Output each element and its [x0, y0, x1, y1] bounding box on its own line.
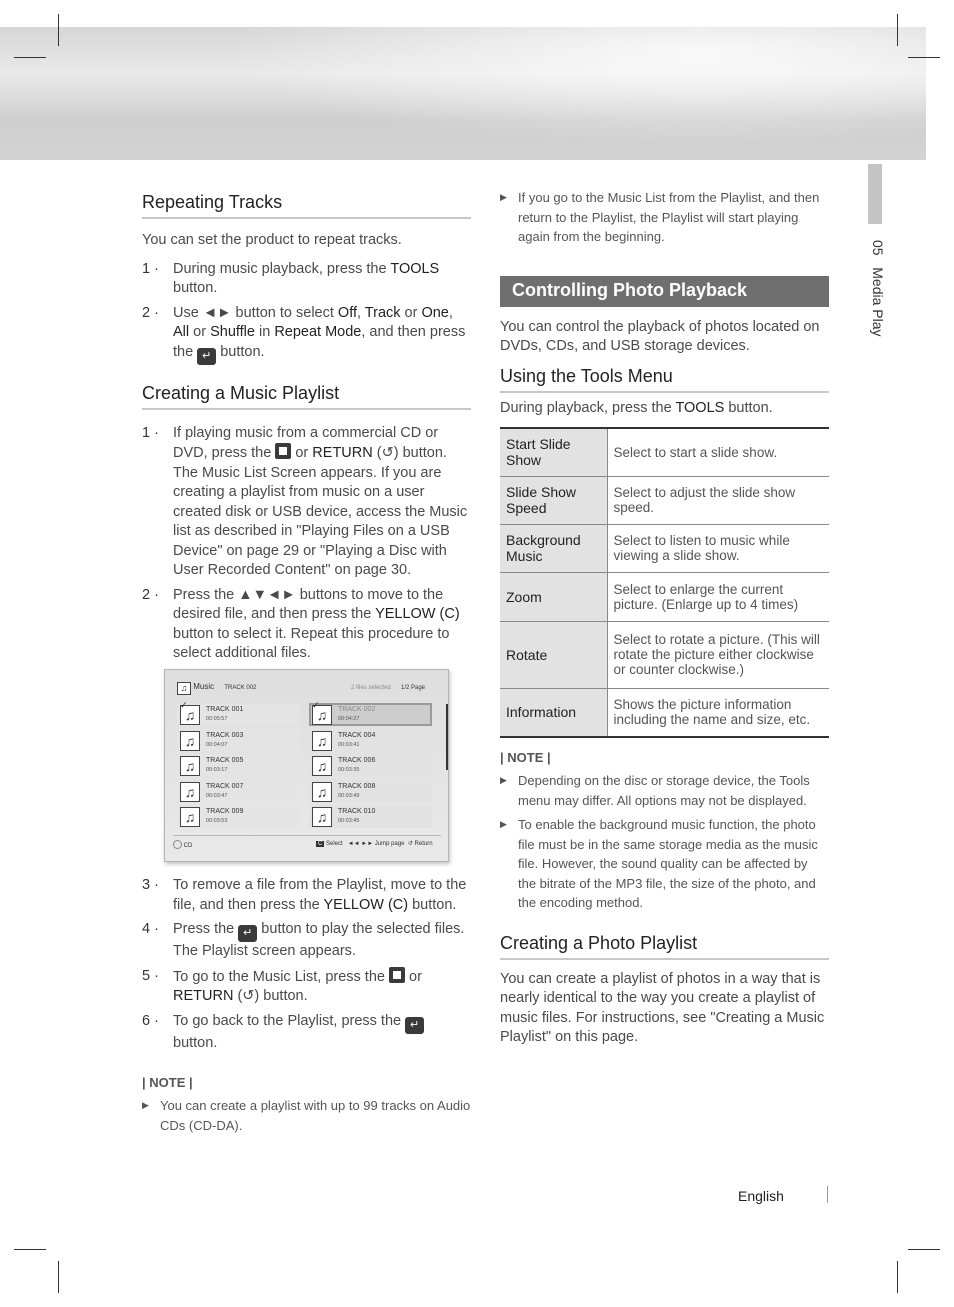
tools-option: Background Music: [500, 524, 607, 572]
yellow-key: YELLOW (C): [323, 896, 409, 913]
section-title-tools-menu: Using the Tools Menu: [500, 366, 829, 393]
tools-desc: Select to start a slide show.: [607, 428, 829, 476]
section-title-photo-playback: Controlling Photo Playback: [500, 276, 829, 307]
step-text: During music playback, press the: [173, 260, 391, 277]
option-track: Track: [364, 304, 401, 321]
hint-return: ↺ Return: [407, 841, 433, 847]
track-time: 00:03:53: [206, 818, 228, 824]
crop-mark: [58, 14, 59, 46]
music-list-screenshot: [164, 669, 449, 862]
check-icon: ✓: [180, 700, 188, 710]
option-one: One: [421, 304, 449, 321]
step-text: or: [405, 968, 422, 985]
option-all: All: [173, 324, 190, 340]
music-note-icon: ♫: [312, 756, 332, 776]
screen-page: 1/2 Page: [401, 685, 426, 691]
check-icon: ✓: [312, 700, 320, 710]
step-number: 2 ·: [142, 304, 159, 321]
note-item: [500, 815, 829, 913]
tools-table: [500, 427, 829, 738]
enter-icon: ↵: [197, 348, 216, 365]
track-name: TRACK 002: [338, 706, 376, 713]
screen-title: Music: [193, 682, 215, 691]
music-note-icon: ♫: [180, 705, 200, 725]
return-key: RETURN: [173, 988, 234, 1004]
track-name: TRACK 005: [206, 757, 244, 764]
option-shuffle: Shuffle: [210, 324, 255, 340]
music-note-icon: ♫: [180, 756, 200, 776]
note-item: [142, 1096, 471, 1135]
step-text: button.: [408, 896, 457, 913]
note-label: | NOTE |: [142, 1075, 193, 1090]
chapter-label: [870, 240, 886, 337]
bullet-arrow-icon: ▶: [500, 192, 507, 202]
step-number: 5 ·: [142, 967, 159, 984]
track-item[interactable]: [177, 805, 300, 828]
tools-option: Information: [500, 688, 607, 737]
note-text: Depending on the disc or storage device, the Tools menu may differ. All options may not be displayed.: [518, 773, 810, 808]
track-item[interactable]: [177, 729, 300, 752]
playlist-step-2: [142, 586, 471, 664]
disc-icon: [173, 840, 182, 849]
track-name: TRACK 007: [206, 782, 244, 790]
screen-source: CD: [183, 843, 193, 849]
note-text: You can create a playlist with up to 99 tracks on Audio CDs (CD-DA).: [160, 1098, 471, 1133]
screen-footer: [173, 840, 441, 849]
crop-mark: [897, 14, 898, 46]
note-label: | NOTE |: [500, 750, 551, 765]
step-text: button.: [724, 399, 773, 416]
tools-desc: Select to rotate a picture. (This will rotate the picture either clockwise or counter clockwise.): [607, 621, 829, 688]
tools-desc: Shows the picture information including the name and size, etc.: [607, 688, 829, 737]
track-name: TRACK 006: [338, 757, 376, 764]
tools-option: Zoom: [500, 572, 607, 621]
track-item[interactable]: [177, 700, 300, 726]
step-text: , and then press the: [173, 324, 466, 360]
footer-language: English: [738, 1188, 784, 1204]
table-row: [500, 476, 829, 524]
table-row: [500, 524, 829, 572]
crop-mark: [58, 1261, 59, 1293]
track-time: 00:04:27: [338, 716, 360, 722]
tools-desc: Select to listen to music while viewing a slide show.: [607, 524, 829, 572]
music-note-icon: ♫: [180, 782, 200, 802]
track-name: TRACK 010: [338, 808, 376, 815]
section-title-music-playlist: Creating a Music Playlist: [142, 383, 471, 410]
tools-option: Rotate: [500, 621, 607, 688]
chapter-tab: [868, 164, 882, 224]
step-number: 3 ·: [142, 877, 159, 893]
track-time: 00:04:07: [206, 741, 228, 748]
track-name: TRACK 001: [206, 706, 244, 713]
hint-jump: ◄◄ ►► Jump page: [347, 841, 405, 847]
step-text: To go to the Music List, press the: [173, 968, 389, 985]
track-item[interactable]: [309, 805, 432, 828]
return-key: RETURN: [312, 445, 373, 461]
step-text: During playback, press the: [500, 399, 676, 416]
enter-icon: ↵: [238, 925, 257, 942]
playlist-step-6: [142, 1012, 471, 1054]
music-note-icon: ♫: [180, 731, 200, 751]
step-number: 4 ·: [142, 921, 159, 937]
step-number: 6 ·: [142, 1012, 159, 1029]
table-row: [500, 621, 829, 688]
step-text: button to select it. Repeat this procedure to select additional files.: [173, 625, 450, 661]
scrollbar: [446, 704, 448, 770]
repeat-intro: You can set the product to repeat tracks.: [142, 232, 402, 248]
footer-divider: [827, 1186, 828, 1203]
tools-key: TOOLS: [675, 399, 725, 416]
step-text: button to play the selected files. The Playlist screen appears.: [173, 921, 465, 959]
screen-divider: [173, 835, 441, 836]
screen-selected-count: 2 files selected: [351, 685, 391, 691]
music-note-icon: ♫: [312, 731, 332, 751]
screen-current-track: TRACK 002: [224, 685, 257, 691]
crop-mark: [908, 57, 940, 58]
repeat-step-2: 2 · Use ◄► button to select Off, Track or One, All or Shuffle in Repeat Mode, and then press the ↵ button.: [142, 304, 471, 365]
track-time: 00:05:57: [206, 716, 228, 722]
track-name: TRACK 009: [206, 808, 244, 815]
track-item[interactable]: [309, 700, 432, 726]
repeat-step-1: [142, 260, 471, 299]
crop-mark: [14, 1249, 46, 1250]
note-text: If you go to the Music List from the Playlist, and then return to the Playlist, the Playlist will start playing again from the beginning.: [518, 190, 820, 244]
repeat-mode-label: Repeat Mode: [274, 324, 362, 340]
step-text: button.: [173, 280, 218, 296]
tools-desc: Select to enlarge the current picture. (Enlarge up to 4 times): [607, 572, 829, 621]
screen-hints: [316, 840, 433, 847]
track-time: 00:03:45: [338, 818, 360, 824]
music-note-icon: ♫: [312, 705, 332, 725]
step-number: 1 ·: [142, 424, 159, 441]
section-title-repeating: Repeating Tracks: [142, 192, 471, 219]
track-name: TRACK 004: [338, 731, 376, 739]
section-title-photo-playlist: Creating a Photo Playlist: [500, 933, 829, 960]
crop-mark: [908, 1249, 940, 1250]
tools-option: Slide Show Speed: [500, 476, 607, 524]
tools-intro: [500, 399, 829, 419]
table-row: [500, 572, 829, 621]
track-time: 00:03:47: [206, 792, 228, 799]
music-note-icon: ♫: [312, 807, 332, 827]
step-text: or: [291, 445, 313, 461]
step-number: 2 ·: [142, 586, 159, 603]
step-text: (↺) button.: [233, 988, 308, 1004]
note-text: To enable the background music function, the photo file must be in the same storage media as the music file. However, the sound quality can be affected by the bitrate of the MP3 file, the size of the photo, and the encoding method.: [518, 817, 818, 910]
crop-mark: [14, 57, 46, 58]
track-item[interactable]: [309, 729, 432, 752]
track-name: TRACK 008: [338, 782, 376, 790]
left-column-lower: [142, 876, 471, 1135]
step-text: (↺) button. The Music List Screen appears. If you are creating a playlist from music on a user created disk or USB device, access the Music list as described in "Playing Files on a USB Device" on page 29 or "Playing a Disc with User Recorded Content" on page 30.: [173, 445, 468, 578]
track-item[interactable]: [177, 754, 300, 777]
top-note-item: [500, 188, 829, 247]
step-text: Use ◄► button to select: [173, 304, 338, 321]
music-icon: ♫: [177, 682, 191, 695]
step-number: 1 ·: [142, 260, 159, 277]
table-row: [500, 688, 829, 737]
bullet-arrow-icon: ▶: [500, 775, 507, 785]
playlist-step-4: [142, 920, 471, 962]
playlist-step-1: [142, 424, 471, 581]
track-time: 00:03:35: [338, 767, 360, 773]
step-text: Press the: [173, 921, 239, 937]
step-text: To remove a file from the Playlist, move to the file, and then press the: [173, 877, 467, 913]
track-item[interactable]: [177, 780, 300, 803]
stop-icon: [389, 967, 405, 983]
music-note-icon: ♫: [180, 807, 200, 827]
enter-icon: ↵: [405, 1017, 424, 1034]
track-time: 00:03:17: [206, 767, 228, 773]
bullet-arrow-icon: ▶: [142, 1100, 149, 1110]
track-item[interactable]: [309, 780, 432, 803]
step-text: To go back to the Playlist, press the: [173, 1012, 406, 1029]
bullet-arrow-icon: ▶: [500, 819, 507, 829]
c-button-icon: C: [318, 841, 323, 847]
playlist-step-5: [142, 967, 471, 1007]
step-text: button.: [216, 343, 265, 360]
tools-option: Start Slide Show: [500, 428, 607, 476]
track-item[interactable]: [309, 754, 432, 777]
yellow-key: YELLOW (C): [375, 606, 460, 622]
track-time: 00:03:49: [338, 792, 360, 799]
note-item: [500, 771, 829, 810]
photo-intro: You can control the playback of photos located on DVDs, CDs, and USB storage devices.: [500, 318, 820, 354]
tools-desc: Select to adjust the slide show speed.: [607, 476, 829, 524]
photo-playlist-text: You can create a playlist of photos in a way that is nearly identical to the way you create a playlist of music files. For instructions, see "Creating a Music Playlist" on this page.: [500, 970, 825, 1045]
hint-select: Select: [326, 841, 343, 847]
tools-key: TOOLS: [390, 260, 440, 277]
track-name: TRACK 003: [206, 731, 244, 739]
screen-header: [177, 682, 439, 698]
step-text: Press the ▲▼◄► buttons to move to the desired file, and then press the: [173, 586, 444, 622]
chapter-number: 05: [870, 240, 886, 256]
crop-mark: [897, 1261, 898, 1293]
left-column: [142, 192, 471, 664]
track-time: 00:03:41: [338, 741, 360, 748]
option-off: Off: [337, 304, 357, 321]
stop-icon: [275, 443, 291, 459]
step-text: If playing music from a commercial CD or DVD, press the: [173, 424, 439, 461]
step-text: button.: [173, 1034, 218, 1051]
table-row: [500, 428, 829, 476]
header-banner: [0, 27, 926, 160]
playlist-step-3: [142, 876, 471, 915]
music-note-icon: ♫: [312, 782, 332, 802]
chapter-section: Media Play: [870, 267, 886, 337]
right-column: [500, 188, 829, 1048]
